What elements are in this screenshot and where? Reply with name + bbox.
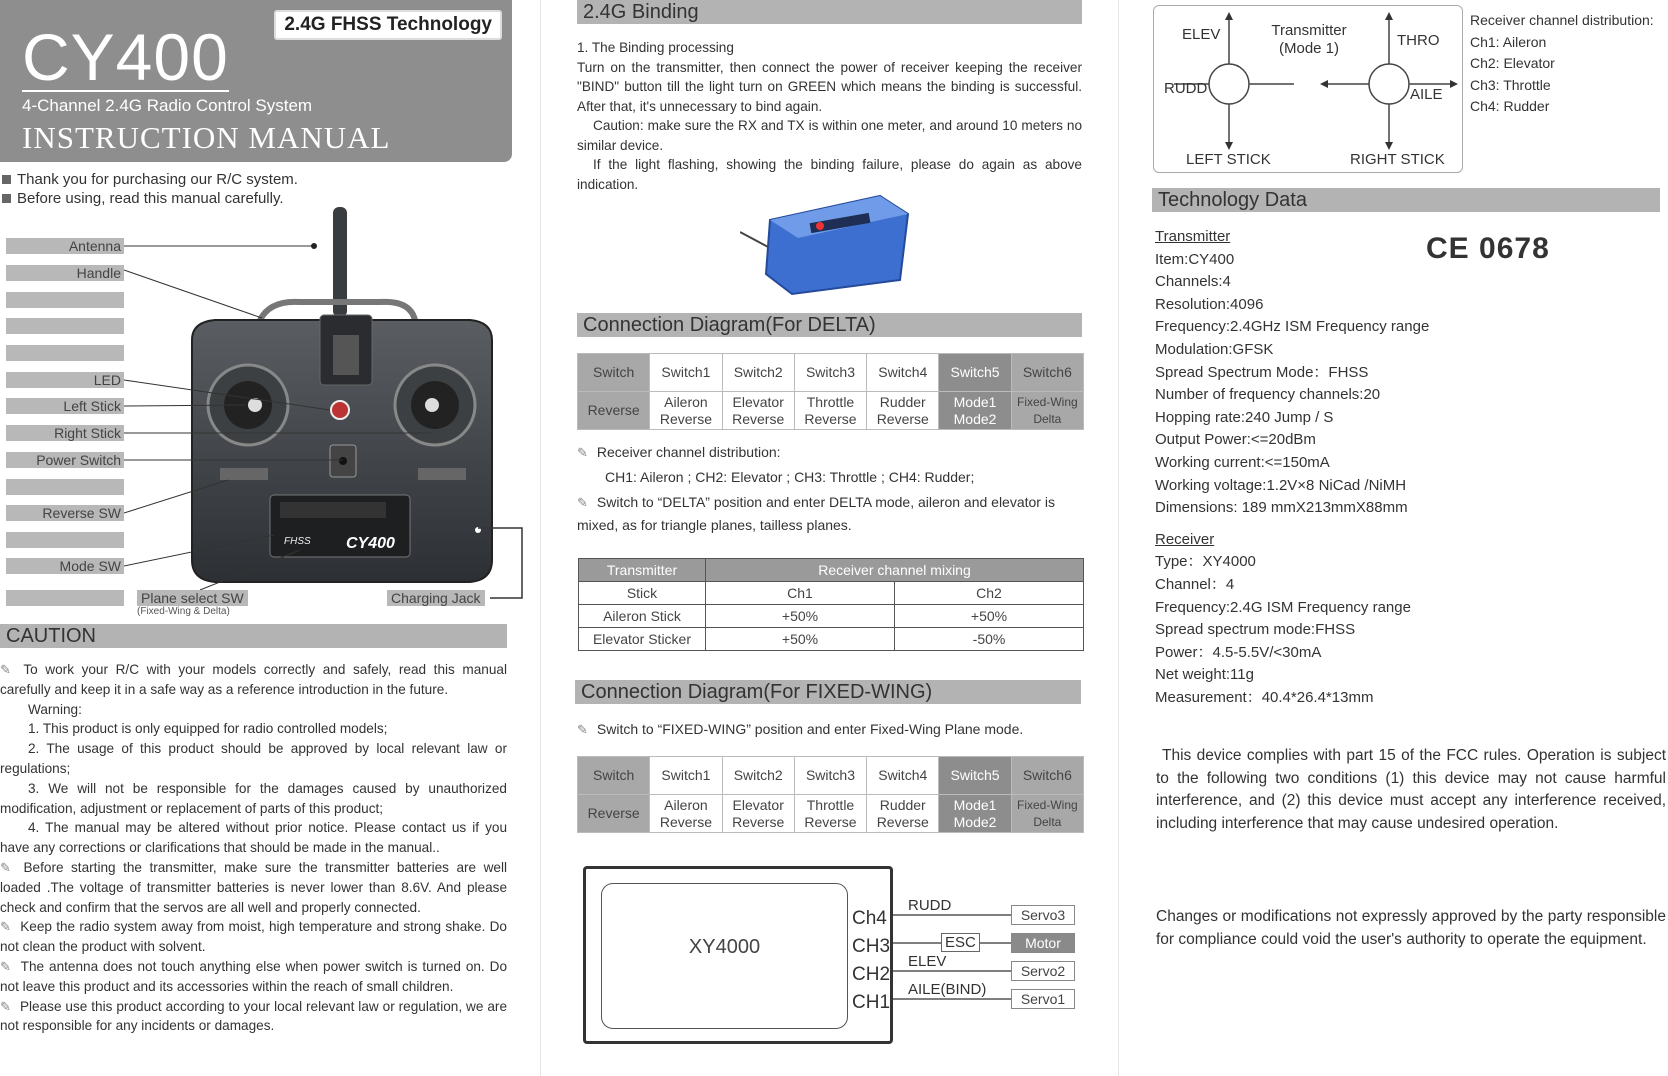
binding-heading: 2.4G Binding	[577, 0, 1082, 24]
label-transmitter-mode: Transmitter (Mode 1)	[1271, 22, 1347, 57]
channel-distribution: Receiver channel distribution: Ch1: Aileron Ch2: Elevator Ch3: Throttle Ch4: Rudder	[1470, 12, 1654, 115]
ce-mark: CE 0678	[1426, 232, 1550, 265]
label-thro: THRO	[1397, 32, 1440, 49]
tech-badge: 2.4G FHSS Technology	[274, 10, 502, 40]
callout-right-stick: Right Stick	[6, 425, 124, 441]
fixed-wing-note: ✎ Switch to “FIXED-WING” position and enter Fixed-Wing Plane mode.	[577, 717, 1087, 742]
pen-icon: ✎	[0, 859, 11, 875]
callout-blank	[6, 318, 124, 334]
output-servo3: Servo3	[1011, 905, 1075, 925]
receiver-wiring-diagram	[583, 866, 893, 1044]
receiver-channels: Ch4 CH3 CH2 CH1	[852, 908, 891, 1013]
intro-bullet: Before using, read this manual carefully.	[2, 189, 298, 208]
caution-body: ✎ To work your R/C with your models correctly and safely, read this manual carefully and keep it in a safe way as a reference introduction in the future. Warning: 1. This product is only equipped for radio controlled models; 2. The usage of this product should be approved by local relevant law or regulations; 3. We will not be responsible for the damages caused by unauthorized modification, adjustment or replacement of parts of this product; 4. The manual may be altered without prior notice. Please contact us if you have any corrections or clarifications that should be made in the manual.. ✎ Before starting the transmitter, make sure the transmitter batteries are well loaded .The voltage of transmitter batteries is never lower than 8.6V. And please check and confirm that the servos are all well and properly connected. ✎ Keep the radio system away from moist, high temperature and strong shake. Do not clean the product with solvent. ✎ The antenna does not touch anything else when power switch is turned on. Do not leave this product and its accessories within the reach of small children. ✎ Please use this product according to your local relevant law or regulation, we are not responsible for any incidents or damages.	[0, 662, 508, 1034]
table-row: Transmitter Receiver channel mixing	[579, 559, 1084, 582]
line-label-esc: ESC	[941, 933, 980, 952]
delta-switch-table	[577, 353, 1084, 430]
stick-mode-diagram	[1153, 5, 1463, 173]
callout-blank	[6, 590, 124, 606]
callout-charging-jack: Charging Jack	[387, 590, 485, 606]
fcc-statement: This device complies with part 15 of the FCC rules. Operation is subject to the following two conditions (1) this device may not cause harmful interference, and (2) this device must accept any interference received, including interference that may cause undesired operation.	[1156, 747, 1666, 832]
label-elev: ELEV	[1182, 26, 1221, 43]
line-label-elev: ELEV	[908, 953, 947, 970]
pen-icon: ✎	[0, 919, 11, 935]
table-row: Aileron Stick +50% +50%	[579, 605, 1084, 628]
callout-blank	[6, 479, 124, 495]
manual-header	[0, 0, 512, 162]
pen-icon: ✎	[0, 662, 11, 677]
callout-plane-select: Plane select SW	[137, 590, 248, 606]
binding-body: 1. The Binding processing Turn on the transmitter, then connect the power of receiver keeping the receiver "BIND" button till the light turn on GREEN which means the binding is successful. After that, it's unnecessary to bind again. Caution: make sure the RX and TX is within one meter, and around 10 meters no similar device. If the light flashing, showing the binding failure, please do again as above indication.	[577, 40, 1082, 192]
receiver-image	[740, 190, 920, 300]
callout-plane-select-sub: (Fixed-Wing & Delta)	[137, 606, 230, 617]
delta-heading: Connection Diagram(For DELTA)	[577, 313, 1082, 337]
callout-mode-sw: Mode SW	[6, 558, 124, 574]
fixed-wing-heading: Connection Diagram(For FIXED-WING)	[575, 680, 1081, 704]
pen-icon: ✎	[0, 958, 11, 974]
table-row: Switch Switch1 Switch2 Switch3 Switch4 Switch5 Switch6	[578, 757, 1084, 795]
table-row: Stick Ch1 Ch2	[579, 582, 1084, 605]
pen-icon: ✎	[577, 495, 588, 510]
fcc-modification-warning: Changes or modifications not expressly approved by the party responsible for compliance could void the user's authority to operate the equipment.	[1156, 908, 1666, 948]
line-label-rudd: RUDD	[908, 897, 952, 914]
output-motor: Motor	[1011, 933, 1075, 953]
fixed-wing-switch-table	[577, 756, 1084, 833]
callout-led: LED	[6, 372, 124, 388]
output-servo2: Servo2	[1011, 961, 1075, 981]
label-aile: AILE	[1410, 86, 1443, 103]
receiver-body	[601, 883, 848, 1029]
callout-left-stick: Left Stick	[6, 398, 124, 414]
header-subtitle: 4-Channel 2.4G Radio Control System	[22, 96, 313, 115]
brand-title: CY400	[22, 20, 229, 94]
table-row: Switch Switch1 Switch2 Switch3 Switch4 Switch5 Switch6	[578, 354, 1084, 392]
line-label-aile: AILE(BIND)	[908, 981, 987, 998]
pen-icon: ✎	[577, 445, 588, 460]
receiver-model: XY4000	[688, 936, 761, 958]
pen-icon: ✎	[0, 998, 11, 1014]
delta-notes: ✎ Receiver channel distribution: CH1: Aileron ; CH2: Elevator ; CH3: Throttle ; CH4: Rudder; ✎ Switch to “DELTA” position and enter DELTA mode, aileron and elevator is mixed, as for triangle planes, tailless planes.	[577, 440, 1087, 536]
panel-fhss: FHSS	[284, 536, 311, 547]
table-row: Elevator Sticker +50% -50%	[579, 628, 1084, 651]
callout-reverse-sw: Reverse SW	[6, 505, 124, 521]
label-rudd: RUDD	[1164, 80, 1208, 97]
callout-blank	[6, 532, 124, 548]
panel-logo: CY400	[346, 535, 395, 552]
label-left-stick: LEFT STICK	[1186, 151, 1271, 168]
callout-handle: Handle	[6, 265, 124, 281]
output-servo1: Servo1	[1011, 989, 1075, 1009]
pen-icon: ✎	[577, 722, 588, 737]
table-row: Reverse Aileron Reverse Elevator Reverse Throttle Reverse Rudder Reverse Mode1 Mode2 Fixed-Wing Delta	[578, 795, 1084, 833]
transmitter-specs: Transmitter Item:CY400 Channels:4 Resolution:4096 Frequency:2.4GHz ISM Frequency range Modulation:GFSK Spread Spectrum Mode：FHSS Number of frequency channels:20 Hopping rate:240 Jump / S Output Power:<=20dBm Working current:<=150mA Working voltage:1.2V×8 NiCad /NiMH Dimensions: 189 mmX213mmX88mm Receiver Type：XY4000 Channel：4 Frequency:2.4G ISM Frequency range Spread spectrum mode:FHSS Power：4.5-5.5V/<30mA Net weight:11g Measurement：40.4*26.4*13mm	[1155, 228, 1430, 706]
callout-antenna: Antenna	[6, 238, 124, 254]
table-row: Reverse Aileron Reverse Elevator Reverse Throttle Reverse Rudder Reverse Mode1 Mode2 Fixed-Wing Delta	[578, 392, 1084, 430]
manual-title: INSTRUCTION MANUAL	[22, 120, 391, 155]
callout-power-switch: Power Switch	[6, 452, 124, 468]
tech-data-heading: Technology Data	[1152, 188, 1660, 212]
mixing-table	[578, 558, 1084, 651]
callout-blank	[6, 292, 124, 308]
intro-bullet: Thank you for purchasing our R/C system.	[2, 170, 298, 189]
callout-blank	[6, 345, 124, 361]
label-right-stick: RIGHT STICK	[1350, 151, 1445, 168]
caution-heading: CAUTION	[0, 624, 507, 648]
